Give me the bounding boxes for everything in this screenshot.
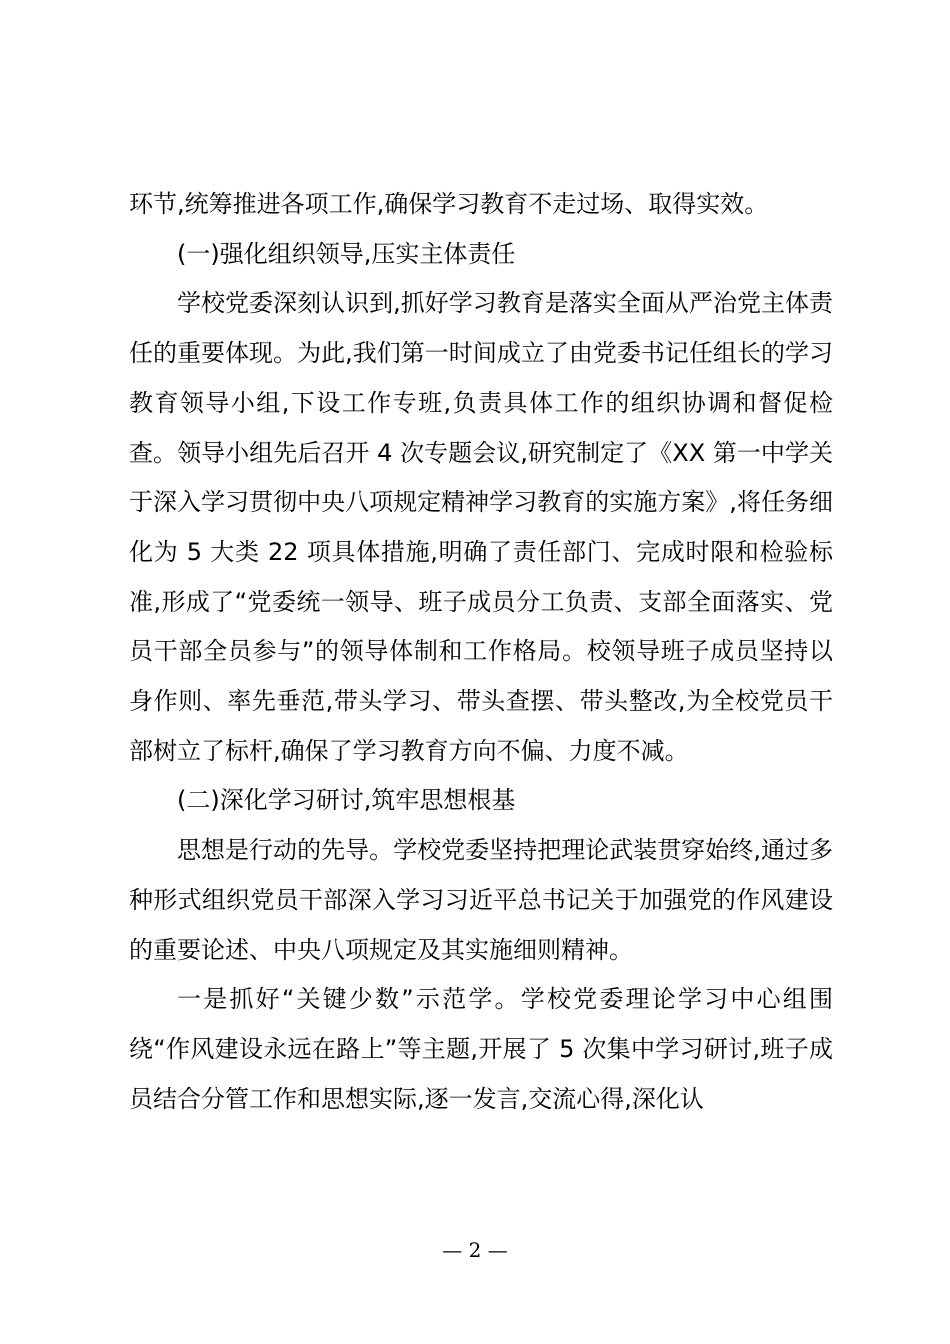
page-number: — 2 — — [442, 1238, 508, 1262]
paragraph-thought: 思想是行动的先导。学校党委坚持把理论武装贯穿始终,通过多种形式组织党员干部深入学习习近平总书记关于加强党的作风建设的重要论述、中央八项规定及其实施细则精神。 — [129, 836, 833, 964]
section-heading-1: (一)强化组织领导,压实主体责任 — [177, 239, 516, 268]
section-heading-2: (二)深化学习研讨,筑牢思想根基 — [177, 786, 516, 815]
paragraph-continuation: 环节,统筹推进各项工作,确保学习教育不走过场、取得实效。 — [129, 190, 769, 218]
paragraph-key-minority: 一是抓好“关键少数”示范学。学校党委理论学习中心组围绕“作风建设永远在路上”等主题,开展了 5 次集中学习研讨,班子成员结合分管工作和思想实际,逐一发言,交流心得,深化认 — [129, 985, 833, 1113]
paragraph-organization: 学校党委深刻认识到,抓好学习教育是落实全面从严治党主体责任的重要体现。为此,我们第一时间成立了由党委书记任组长的学习教育领导小组,下设工作专班,负责具体工作的组织协调和督促检查。领导小组先后召开 4 次专题会议,研究制定了《XX 第一中学关于深入学习贯彻中央八项规定精神学习教育的实施方案》,将任务细化为 5 大类 22 项具体措施,明确了责任部门、完成时限和检验标准,形成了“党委统一领导、班子成员分工负责、支部全面落实、党员干部全员参与”的领导体制和工作格局。校领导班子成员坚持以身作则、率先垂范,带头学习、带头查摆、带头整改,为全校党员干部树立了标杆,确保了学习教育方向不偏、力度不减。 — [129, 289, 833, 765]
document-body — [129, 180, 833, 1124]
